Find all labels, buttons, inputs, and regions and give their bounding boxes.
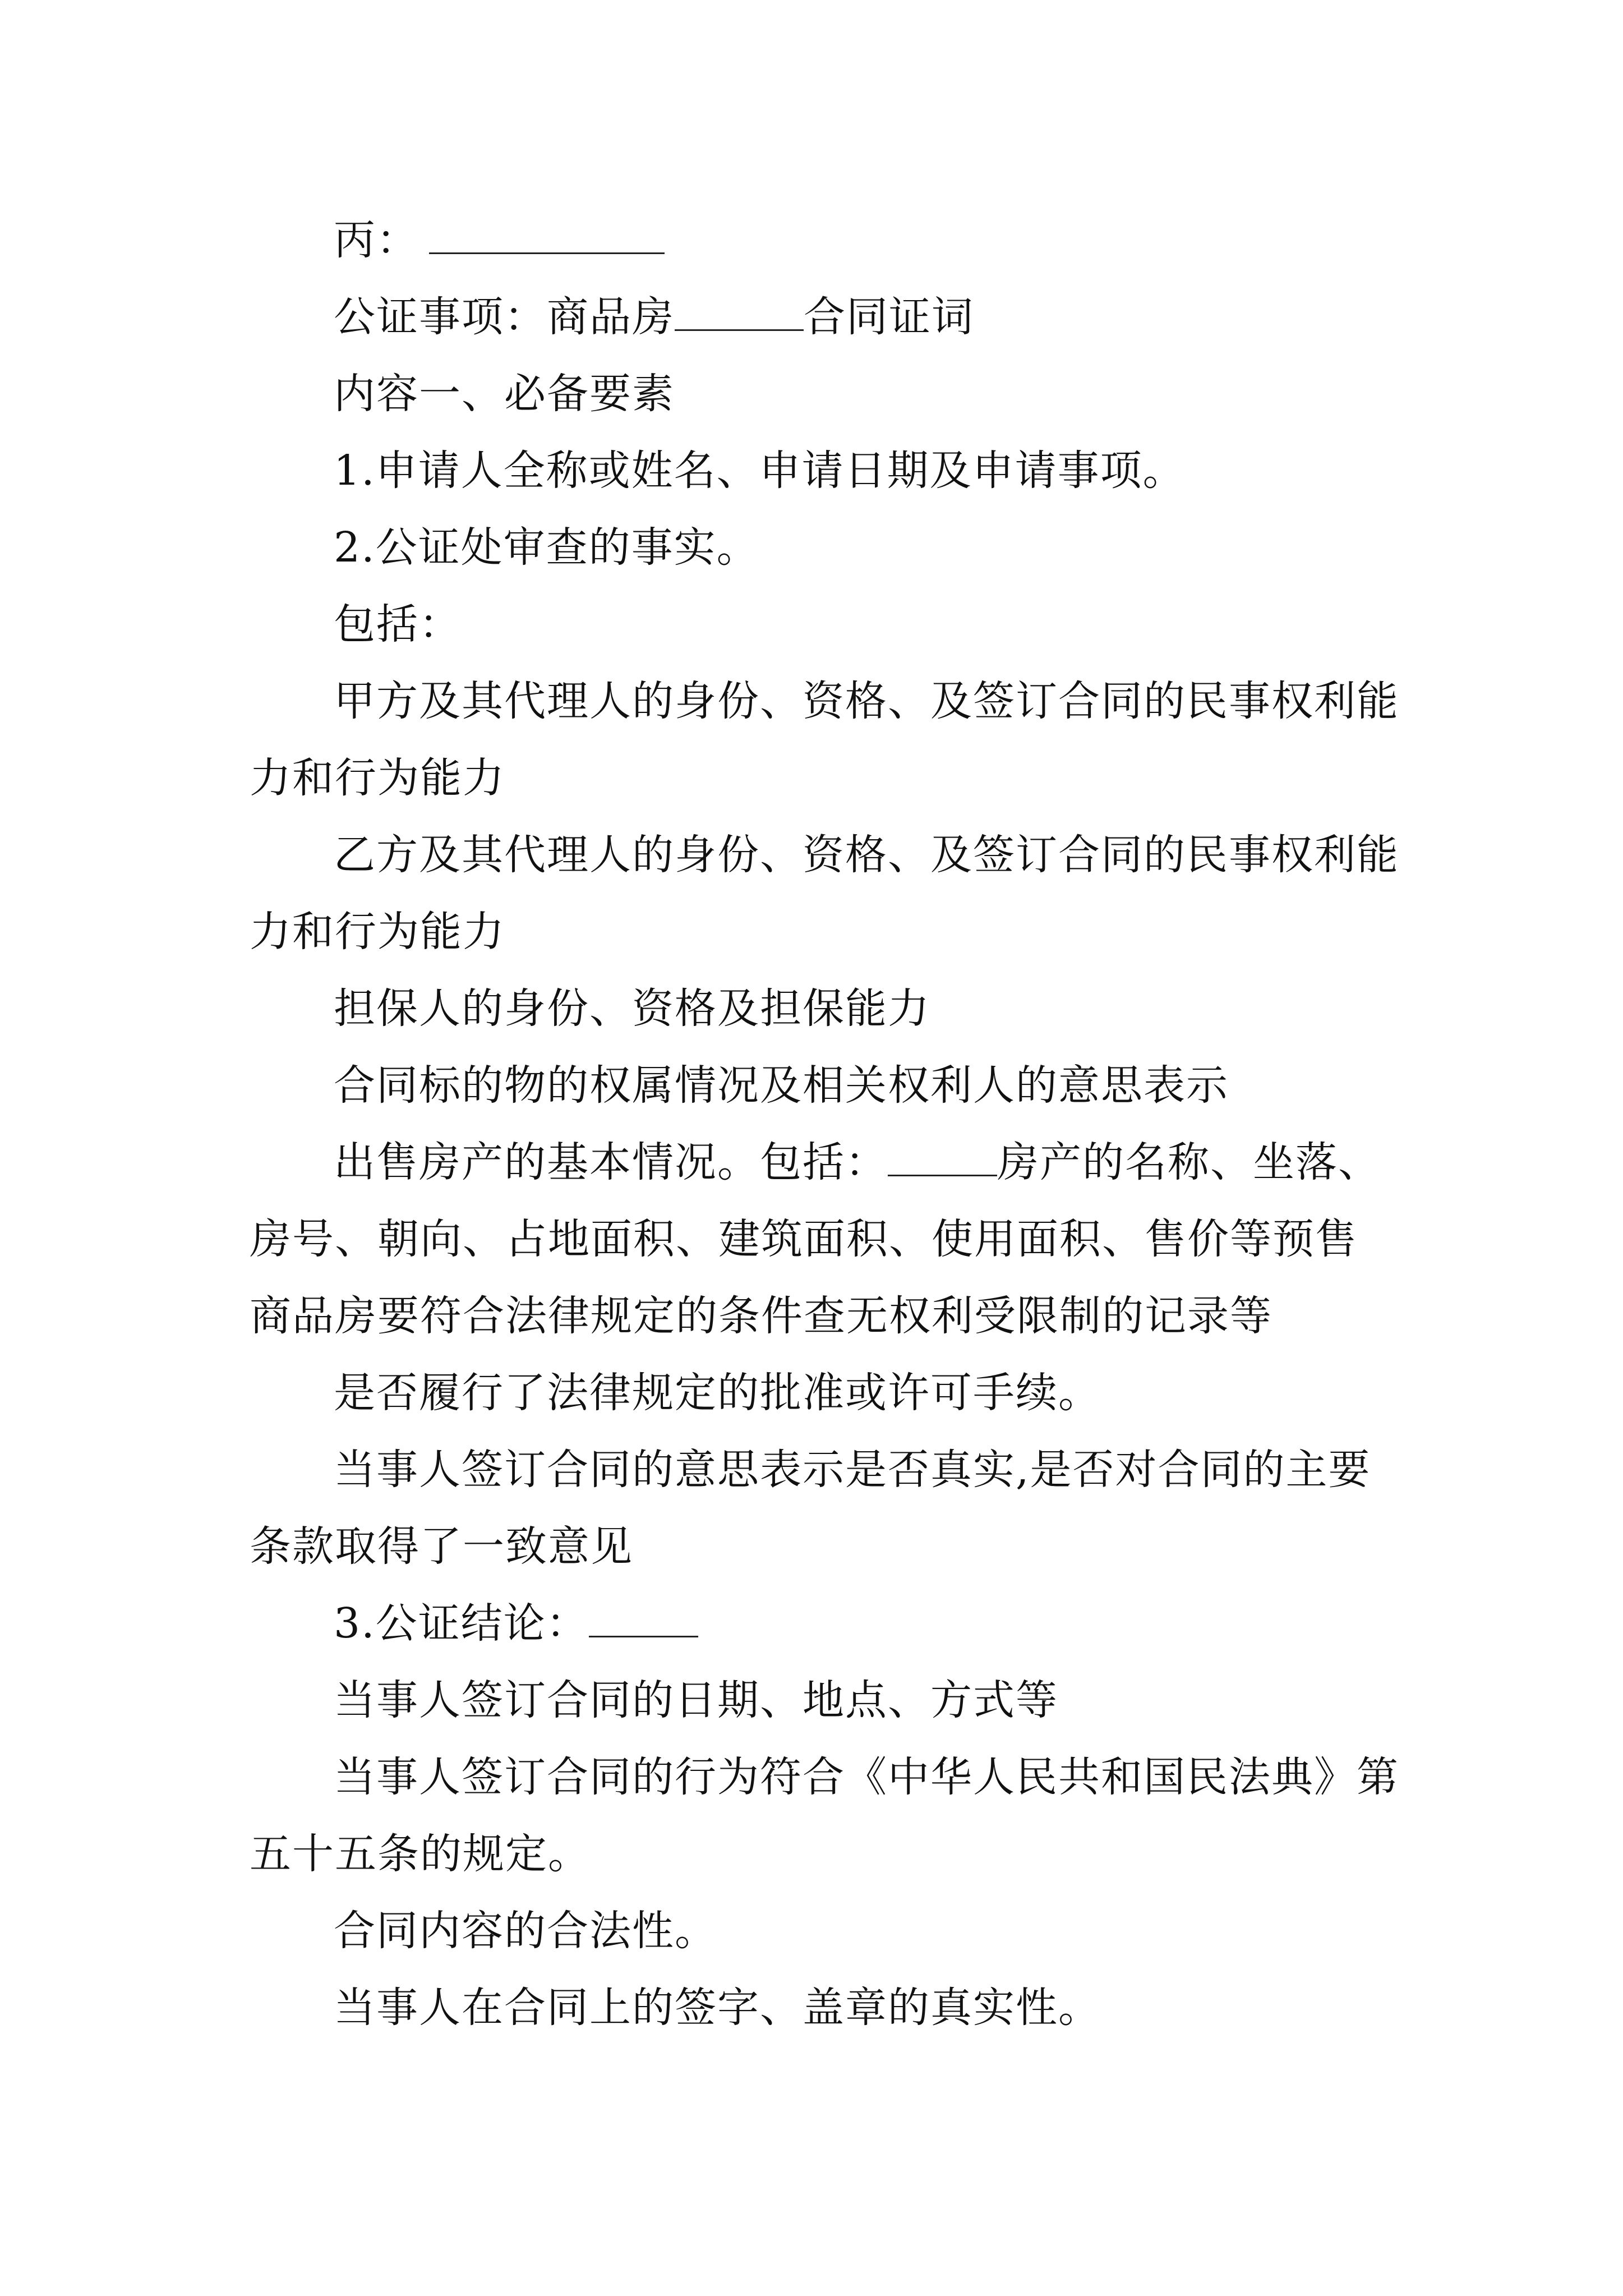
party-c-line [250,202,1399,279]
subject-matter-check: 合同标的物的权属情况及相关权利人的意思表示 [334,1061,1229,1110]
notary-matter-blank [675,292,804,331]
item-3-blank [589,1599,698,1637]
document-body [250,202,1399,2046]
signing-details: 当事人签订合同的日期、地点、方式等 [334,1676,1058,1724]
content-legality: 合同内容的合法性。 [334,1907,717,1955]
property-blank [888,1138,997,1176]
item-1: 1.申请人全称或姓名、申请日期及申请事项。 [334,447,1186,495]
notary-matter-suffix: 合同证词 [804,293,974,341]
party-b-check: 乙方及其代理人的身份、资格、及签订合同的民事权利能力和行为能力 [250,831,1399,956]
party-a-check: 甲方及其代理人的身份、资格、及签订合同的民事权利能力和行为能力 [250,677,1399,802]
property-prefix: 出售房产的基本情况。包括： [334,1138,888,1186]
guarantor-check: 担保人的身份、资格及担保能力 [334,984,930,1033]
item-2: 2.公证处审查的事实。 [334,523,759,572]
signature-authenticity: 当事人在合同上的签字、盖章的真实性。 [334,1984,1101,2032]
party-c-blank [429,215,665,254]
party-c-label: 丙： [334,216,419,264]
item-3-label: 3.公证结论： [334,1599,589,1648]
item-3 [250,1585,1399,1662]
notary-matter-prefix: 公证事项：商品房 [334,293,675,341]
legal-compliance: 当事人签订合同的行为符合《中华人民共和国民法典》第五十五条的规定。 [250,1753,1399,1878]
includes-label: 包括： [334,600,462,648]
section-heading: 内容一、必备要素 [334,370,675,418]
property-suffix: 房产的名称、坐落、房号、朝向、占地面积、建筑面积、使用面积、售价等预售商品房要符合法律规定的条件查无权利受限制的记录等 [250,1138,1381,1340]
property-basics [250,1124,1399,1355]
approval-check: 是否履行了法律规定的批准或许可手续。 [334,1369,1101,1417]
notary-matter-line [250,279,1399,356]
intent-check: 当事人签订合同的意思表示是否真实,是否对合同的主要条款取得了一致意见 [250,1446,1371,1571]
